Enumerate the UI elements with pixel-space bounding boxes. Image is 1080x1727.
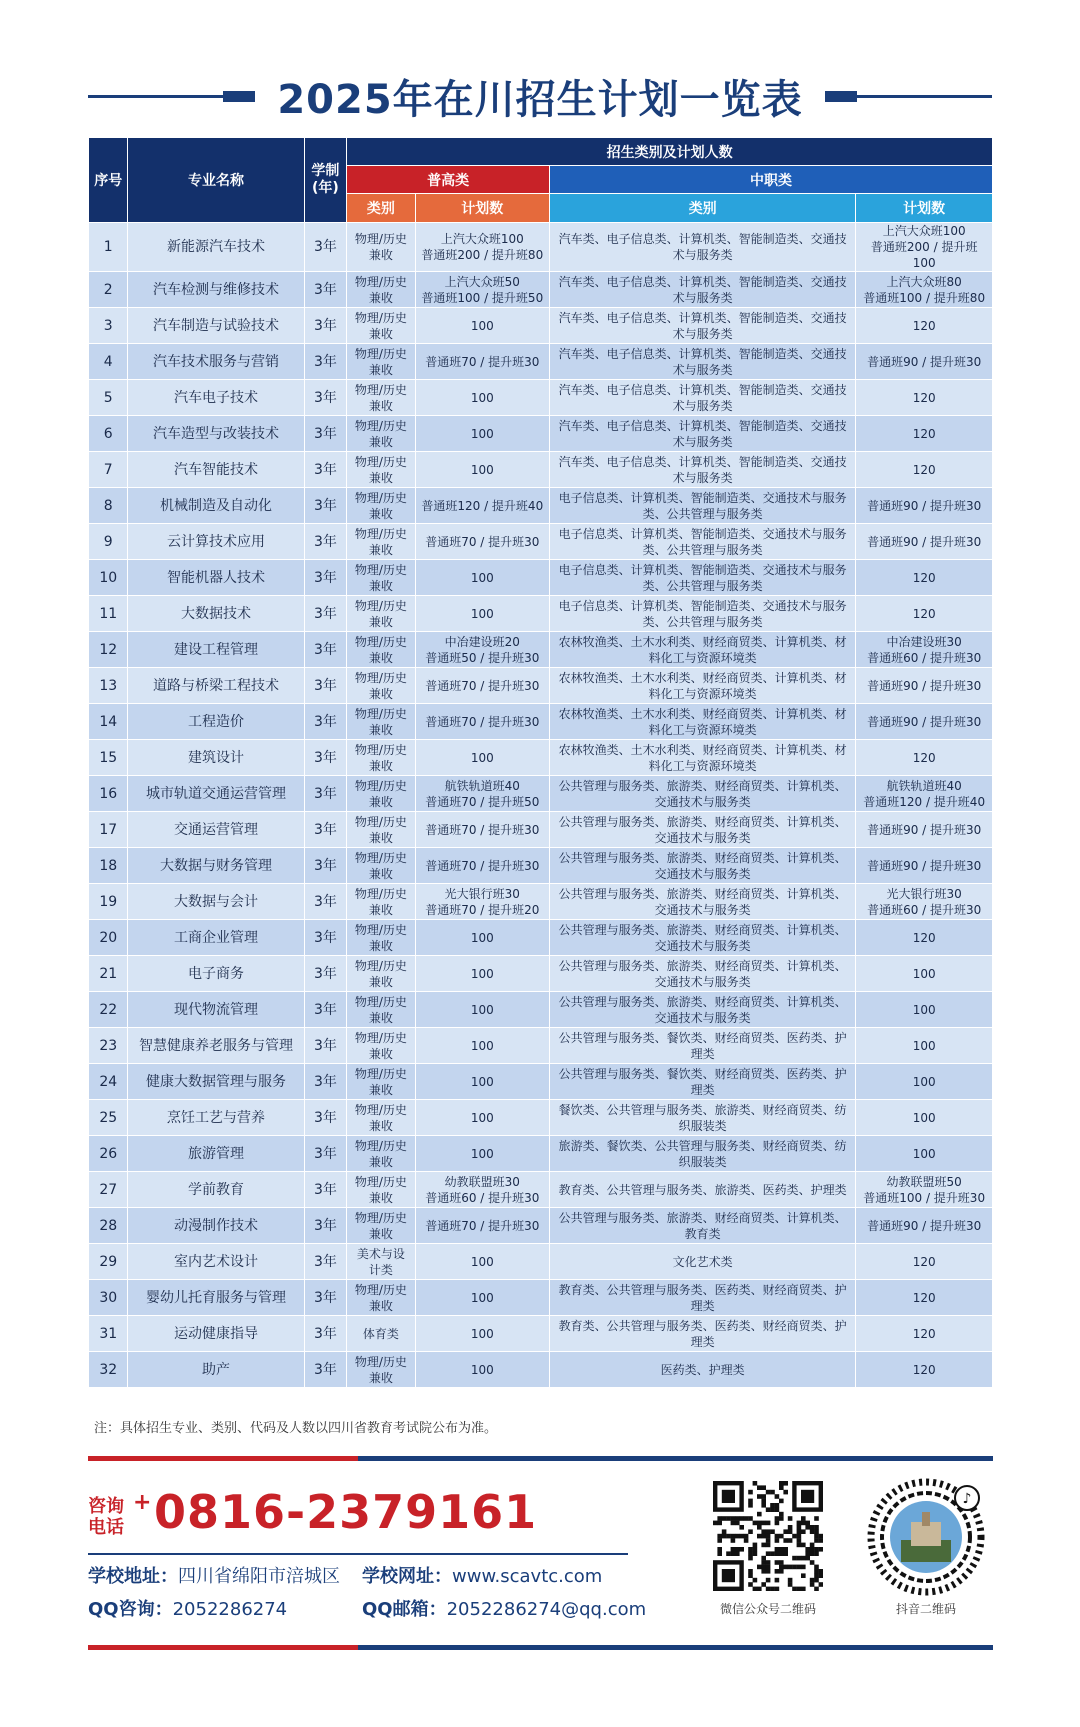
cell-duration: 3年 bbox=[304, 223, 347, 272]
cell-general-count: 100 bbox=[415, 1100, 549, 1136]
email-label: QQ邮箱： bbox=[362, 1599, 447, 1620]
cell-major-name: 交通运营管理 bbox=[128, 812, 304, 848]
cell-vocational-count: 100 bbox=[856, 992, 993, 1028]
cell-major-name: 云计算技术应用 bbox=[128, 524, 304, 560]
cell-general-count: 100 bbox=[415, 992, 549, 1028]
cell-duration: 3年 bbox=[304, 596, 347, 632]
cell-general-count: 100 bbox=[415, 920, 549, 956]
cell-general-category: 物理/历史 兼收 bbox=[347, 776, 415, 812]
cell-duration: 3年 bbox=[304, 632, 347, 668]
website-link[interactable]: www.scavtc.com bbox=[452, 1566, 603, 1587]
cell-general-category: 物理/历史 兼收 bbox=[347, 704, 415, 740]
cell-no: 13 bbox=[89, 668, 128, 704]
cell-no: 25 bbox=[89, 1100, 128, 1136]
cell-general-category: 物理/历史 兼收 bbox=[347, 632, 415, 668]
cell-general-category: 物理/历史 兼收 bbox=[347, 1208, 415, 1244]
table-row bbox=[89, 1100, 993, 1136]
cell-no: 19 bbox=[89, 884, 128, 920]
cell-general-category: 物理/历史 兼收 bbox=[347, 596, 415, 632]
cell-vocational-count: 普通班90 / 提升班30 bbox=[856, 344, 993, 380]
table-row bbox=[89, 488, 993, 524]
cell-no: 15 bbox=[89, 740, 128, 776]
cell-no: 11 bbox=[89, 596, 128, 632]
address-value: 四川省绵阳市涪城区 bbox=[178, 1566, 340, 1587]
cell-major-name: 道路与桥梁工程技术 bbox=[128, 668, 304, 704]
cell-duration: 3年 bbox=[304, 1280, 347, 1316]
table-row bbox=[89, 1280, 993, 1316]
header-general: 普高类 bbox=[347, 166, 550, 194]
cell-major-name: 新能源汽车技术 bbox=[128, 223, 304, 272]
cell-vocational-category: 教育类、公共管理与服务类、医药类、财经商贸类、护理类 bbox=[550, 1280, 856, 1316]
header-general-count: 计划数 bbox=[415, 194, 549, 223]
cell-general-category: 物理/历史 兼收 bbox=[347, 452, 415, 488]
cell-general-count: 普通班70 / 提升班30 bbox=[415, 668, 549, 704]
cell-major-name: 建设工程管理 bbox=[128, 632, 304, 668]
header-category-group: 招生类别及计划人数 bbox=[347, 138, 993, 166]
table-row bbox=[89, 223, 993, 272]
douyin-qr-caption: 抖音二维码 bbox=[895, 1602, 956, 1616]
cell-no: 9 bbox=[89, 524, 128, 560]
cell-major-name: 电子商务 bbox=[128, 956, 304, 992]
cell-major-name: 健康大数据管理与服务 bbox=[128, 1064, 304, 1100]
cell-major-name: 动漫制作技术 bbox=[128, 1208, 304, 1244]
douyin-code-icon bbox=[867, 1478, 985, 1596]
qr-code-icon bbox=[713, 1481, 823, 1591]
cell-vocational-count: 上汽大众班100 普通班200 / 提升班100 bbox=[856, 223, 993, 272]
cell-vocational-count: 120 bbox=[856, 1280, 993, 1316]
cell-general-category: 体育类 bbox=[347, 1316, 415, 1352]
cell-major-name: 大数据与财务管理 bbox=[128, 848, 304, 884]
cell-major-name: 旅游管理 bbox=[128, 1136, 304, 1172]
cell-general-count: 中冶建设班20 普通班50 / 提升班30 bbox=[415, 632, 549, 668]
cell-duration: 3年 bbox=[304, 740, 347, 776]
cell-vocational-count: 普通班90 / 提升班30 bbox=[856, 524, 993, 560]
cell-general-count: 光大银行班30 普通班70 / 提升班20 bbox=[415, 884, 549, 920]
email-info bbox=[362, 1595, 646, 1621]
cell-no: 31 bbox=[89, 1316, 128, 1352]
cell-vocational-count: 100 bbox=[856, 1136, 993, 1172]
cell-vocational-category: 电子信息类、计算机类、智能制造类、交通技术与服务类、公共管理与服务类 bbox=[550, 488, 856, 524]
wechat-qr-code bbox=[713, 1481, 823, 1591]
cell-major-name: 汽车电子技术 bbox=[128, 380, 304, 416]
cell-general-category: 美术与设计类 bbox=[347, 1244, 415, 1280]
cell-no: 29 bbox=[89, 1244, 128, 1280]
cell-vocational-count: 120 bbox=[856, 920, 993, 956]
cell-general-category: 物理/历史 兼收 bbox=[347, 848, 415, 884]
cell-major-name: 现代物流管理 bbox=[128, 992, 304, 1028]
table-row bbox=[89, 1172, 993, 1208]
cell-duration: 3年 bbox=[304, 308, 347, 344]
table-row bbox=[89, 1352, 993, 1388]
cell-general-count: 100 bbox=[415, 416, 549, 452]
cell-vocational-count: 航铁轨道班40 普通班120 / 提升班40 bbox=[856, 776, 993, 812]
cell-vocational-count: 100 bbox=[856, 1064, 993, 1100]
cell-general-category: 物理/历史 兼收 bbox=[347, 1028, 415, 1064]
cell-general-count: 航铁轨道班40 普通班70 / 提升班50 bbox=[415, 776, 549, 812]
qq-info bbox=[88, 1595, 287, 1621]
cell-major-name: 运动健康指导 bbox=[128, 1316, 304, 1352]
cell-general-count: 上汽大众班100 普通班200 / 提升班80 bbox=[415, 223, 549, 272]
cell-no: 30 bbox=[89, 1280, 128, 1316]
cell-general-count: 普通班70 / 提升班30 bbox=[415, 848, 549, 884]
cell-vocational-category: 教育类、公共管理与服务类、医药类、财经商贸类、护理类 bbox=[550, 1316, 856, 1352]
cell-vocational-category: 公共管理与服务类、旅游类、财经商贸类、计算机类、交通技术与服务类 bbox=[550, 812, 856, 848]
cell-duration: 3年 bbox=[304, 920, 347, 956]
cell-vocational-category: 公共管理与服务类、旅游类、财经商贸类、计算机类、交通技术与服务类 bbox=[550, 920, 856, 956]
plus-icon: + bbox=[133, 1490, 152, 1515]
table-row bbox=[89, 560, 993, 596]
cell-general-count: 普通班70 / 提升班30 bbox=[415, 704, 549, 740]
cell-general-category: 物理/历史 兼收 bbox=[347, 1064, 415, 1100]
cell-major-name: 城市轨道交通运营管理 bbox=[128, 776, 304, 812]
cell-vocational-category: 电子信息类、计算机类、智能制造类、交通技术与服务类、公共管理与服务类 bbox=[550, 596, 856, 632]
table-row bbox=[89, 1316, 993, 1352]
enrollment-plan-table bbox=[88, 137, 993, 1388]
svg-text:♪: ♪ bbox=[962, 1491, 972, 1507]
cell-duration: 3年 bbox=[304, 848, 347, 884]
cell-major-name: 汽车检测与维修技术 bbox=[128, 272, 304, 308]
cell-vocational-category: 汽车类、电子信息类、计算机类、智能制造类、交通技术与服务类 bbox=[550, 416, 856, 452]
cell-general-category: 物理/历史 兼收 bbox=[347, 524, 415, 560]
cell-vocational-count: 上汽大众班80 普通班100 / 提升班80 bbox=[856, 272, 993, 308]
cell-general-category: 物理/历史 兼收 bbox=[347, 1280, 415, 1316]
cell-general-category: 物理/历史 兼收 bbox=[347, 344, 415, 380]
cell-duration: 3年 bbox=[304, 344, 347, 380]
table-row bbox=[89, 812, 993, 848]
qq-label: QQ咨询： bbox=[88, 1599, 173, 1620]
cell-major-name: 室内艺术设计 bbox=[128, 1244, 304, 1280]
cell-vocational-category: 公共管理与服务类、旅游类、财经商贸类、计算机类、交通技术与服务类 bbox=[550, 848, 856, 884]
cell-vocational-category: 医药类、护理类 bbox=[550, 1352, 856, 1388]
header-vocational-category: 类别 bbox=[550, 194, 856, 223]
header-general-category: 类别 bbox=[347, 194, 415, 223]
cell-no: 4 bbox=[89, 344, 128, 380]
cell-vocational-count: 100 bbox=[856, 1028, 993, 1064]
cell-general-category: 物理/历史 兼收 bbox=[347, 223, 415, 272]
table-row bbox=[89, 776, 993, 812]
cell-vocational-category: 旅游类、餐饮类、公共管理与服务类、财经商贸类、纺织服装类 bbox=[550, 1136, 856, 1172]
cell-no: 28 bbox=[89, 1208, 128, 1244]
email-link[interactable]: 2052286274@qq.com bbox=[446, 1599, 647, 1620]
cell-general-count: 100 bbox=[415, 1244, 549, 1280]
cell-major-name: 建筑设计 bbox=[128, 740, 304, 776]
cell-major-name: 汽车技术服务与营销 bbox=[128, 344, 304, 380]
cell-general-category: 物理/历史 兼收 bbox=[347, 1352, 415, 1388]
cell-vocational-category: 教育类、公共管理与服务类、旅游类、医药类、护理类 bbox=[550, 1172, 856, 1208]
table-row bbox=[89, 452, 993, 488]
cell-major-name: 工商企业管理 bbox=[128, 920, 304, 956]
cell-no: 1 bbox=[89, 223, 128, 272]
cell-general-count: 100 bbox=[415, 452, 549, 488]
cell-no: 21 bbox=[89, 956, 128, 992]
cell-general-count: 普通班120 / 提升班40 bbox=[415, 488, 549, 524]
cell-general-category: 物理/历史 兼收 bbox=[347, 668, 415, 704]
cell-duration: 3年 bbox=[304, 380, 347, 416]
table-row bbox=[89, 344, 993, 380]
cell-duration: 3年 bbox=[304, 560, 347, 596]
cell-vocational-category: 汽车类、电子信息类、计算机类、智能制造类、交通技术与服务类 bbox=[550, 223, 856, 272]
cell-general-category: 物理/历史 兼收 bbox=[347, 416, 415, 452]
cell-vocational-category: 农林牧渔类、土木水利类、财经商贸类、计算机类、材料化工与资源环境类 bbox=[550, 668, 856, 704]
cell-vocational-count: 普通班90 / 提升班30 bbox=[856, 1208, 993, 1244]
cell-vocational-count: 120 bbox=[856, 1316, 993, 1352]
table-row bbox=[89, 1208, 993, 1244]
cell-vocational-count: 普通班90 / 提升班30 bbox=[856, 488, 993, 524]
cell-vocational-category: 电子信息类、计算机类、智能制造类、交通技术与服务类、公共管理与服务类 bbox=[550, 524, 856, 560]
cell-no: 8 bbox=[89, 488, 128, 524]
cell-vocational-category: 公共管理与服务类、旅游类、财经商贸类、计算机类、交通技术与服务类 bbox=[550, 956, 856, 992]
address-label: 学校地址： bbox=[88, 1566, 178, 1587]
cell-duration: 3年 bbox=[304, 884, 347, 920]
address-info bbox=[88, 1562, 340, 1588]
table-row bbox=[89, 884, 993, 920]
cell-duration: 3年 bbox=[304, 1352, 347, 1388]
cell-major-name: 汽车造型与改装技术 bbox=[128, 416, 304, 452]
title-bar bbox=[88, 68, 992, 124]
cell-duration: 3年 bbox=[304, 812, 347, 848]
title-divider-left bbox=[88, 95, 255, 98]
cell-no: 20 bbox=[89, 920, 128, 956]
header-duration: 学制 (年) bbox=[304, 138, 347, 223]
cell-duration: 3年 bbox=[304, 1028, 347, 1064]
cell-major-name: 智慧健康养老服务与管理 bbox=[128, 1028, 304, 1064]
cell-duration: 3年 bbox=[304, 452, 347, 488]
cell-vocational-category: 餐饮类、公共管理与服务类、旅游类、财经商贸类、纺织服装类 bbox=[550, 1100, 856, 1136]
divider-bar-top bbox=[88, 1456, 993, 1461]
table-row bbox=[89, 272, 993, 308]
cell-general-count: 100 bbox=[415, 1280, 549, 1316]
cell-general-category: 物理/历史 兼收 bbox=[347, 560, 415, 596]
table-row bbox=[89, 596, 993, 632]
cell-general-count: 幼教联盟班30 普通班60 / 提升班30 bbox=[415, 1172, 549, 1208]
qq-value: 2052286274 bbox=[172, 1599, 288, 1620]
cell-vocational-category: 公共管理与服务类、旅游类、财经商贸类、计算机类、交通技术与服务类 bbox=[550, 884, 856, 920]
cell-general-count: 100 bbox=[415, 308, 549, 344]
cell-duration: 3年 bbox=[304, 1172, 347, 1208]
douyin-qr-code bbox=[867, 1478, 985, 1596]
cell-major-name: 汽车智能技术 bbox=[128, 452, 304, 488]
cell-vocational-count: 100 bbox=[856, 1100, 993, 1136]
cell-general-count: 100 bbox=[415, 1316, 549, 1352]
cell-vocational-category: 电子信息类、计算机类、智能制造类、交通技术与服务类、公共管理与服务类 bbox=[550, 560, 856, 596]
table-row bbox=[89, 992, 993, 1028]
header-major-name: 专业名称 bbox=[128, 138, 304, 223]
cell-vocational-count: 120 bbox=[856, 740, 993, 776]
cell-duration: 3年 bbox=[304, 1316, 347, 1352]
cell-vocational-category: 公共管理与服务类、旅游类、财经商贸类、计算机类、交通技术与服务类 bbox=[550, 992, 856, 1028]
cell-vocational-category: 农林牧渔类、土木水利类、财经商贸类、计算机类、材料化工与资源环境类 bbox=[550, 740, 856, 776]
table-row bbox=[89, 1244, 993, 1280]
cell-duration: 3年 bbox=[304, 1208, 347, 1244]
cell-major-name: 婴幼儿托育服务与管理 bbox=[128, 1280, 304, 1316]
cell-no: 16 bbox=[89, 776, 128, 812]
header-no: 序号 bbox=[89, 138, 128, 223]
cell-duration: 3年 bbox=[304, 524, 347, 560]
cell-vocational-category: 公共管理与服务类、旅游类、财经商贸类、计算机类、教育类 bbox=[550, 1208, 856, 1244]
table-row bbox=[89, 740, 993, 776]
cell-general-count: 普通班70 / 提升班30 bbox=[415, 812, 549, 848]
table-body bbox=[89, 223, 993, 1388]
header-vocational-count: 计划数 bbox=[856, 194, 993, 223]
cell-general-category: 物理/历史 兼收 bbox=[347, 1100, 415, 1136]
cell-general-count: 100 bbox=[415, 740, 549, 776]
cell-general-category: 物理/历史 兼收 bbox=[347, 1136, 415, 1172]
cell-general-category: 物理/历史 兼收 bbox=[347, 812, 415, 848]
cell-major-name: 汽车制造与试验技术 bbox=[128, 308, 304, 344]
table-row bbox=[89, 1136, 993, 1172]
cell-duration: 3年 bbox=[304, 1136, 347, 1172]
footnote: 注：具体招生专业、类别、代码及人数以四川省教育考试院公布为准。 bbox=[94, 1421, 498, 1436]
table-row bbox=[89, 308, 993, 344]
table-row bbox=[89, 848, 993, 884]
page-title: 2025年在川招生计划一览表 bbox=[277, 76, 803, 123]
cell-duration: 3年 bbox=[304, 416, 347, 452]
cell-general-category: 物理/历史 兼收 bbox=[347, 488, 415, 524]
cell-vocational-category: 公共管理与服务类、餐饮类、财经商贸类、医药类、护理类 bbox=[550, 1028, 856, 1064]
title-divider-right bbox=[825, 95, 992, 98]
cell-general-category: 物理/历史 兼收 bbox=[347, 992, 415, 1028]
cell-vocational-count: 100 bbox=[856, 956, 993, 992]
cell-vocational-category: 公共管理与服务类、餐饮类、财经商贸类、医药类、护理类 bbox=[550, 1064, 856, 1100]
cell-general-count: 普通班70 / 提升班30 bbox=[415, 1208, 549, 1244]
cell-vocational-count: 120 bbox=[856, 1244, 993, 1280]
cell-vocational-category: 汽车类、电子信息类、计算机类、智能制造类、交通技术与服务类 bbox=[550, 380, 856, 416]
cell-no: 3 bbox=[89, 308, 128, 344]
cell-major-name: 助产 bbox=[128, 1352, 304, 1388]
website-label: 学校网址： bbox=[362, 1566, 452, 1587]
cell-no: 26 bbox=[89, 1136, 128, 1172]
cell-major-name: 智能机器人技术 bbox=[128, 560, 304, 596]
cell-duration: 3年 bbox=[304, 992, 347, 1028]
table-row bbox=[89, 416, 993, 452]
cell-major-name: 学前教育 bbox=[128, 1172, 304, 1208]
cell-vocational-count: 120 bbox=[856, 560, 993, 596]
cell-vocational-category: 汽车类、电子信息类、计算机类、智能制造类、交通技术与服务类 bbox=[550, 452, 856, 488]
cell-major-name: 大数据与会计 bbox=[128, 884, 304, 920]
cell-vocational-count: 120 bbox=[856, 596, 993, 632]
cell-duration: 3年 bbox=[304, 272, 347, 308]
cell-general-count: 普通班70 / 提升班30 bbox=[415, 524, 549, 560]
cell-vocational-count: 120 bbox=[856, 452, 993, 488]
cell-general-category: 物理/历史 兼收 bbox=[347, 308, 415, 344]
cell-vocational-count: 普通班90 / 提升班30 bbox=[856, 668, 993, 704]
cell-general-category: 物理/历史 兼收 bbox=[347, 272, 415, 308]
cell-duration: 3年 bbox=[304, 956, 347, 992]
cell-general-category: 物理/历史 兼收 bbox=[347, 920, 415, 956]
cell-general-count: 上汽大众班50 普通班100 / 提升班50 bbox=[415, 272, 549, 308]
cell-no: 2 bbox=[89, 272, 128, 308]
cell-vocational-count: 光大银行班30 普通班60 / 提升班30 bbox=[856, 884, 993, 920]
table-row bbox=[89, 632, 993, 668]
cell-general-count: 100 bbox=[415, 560, 549, 596]
cell-vocational-count: 幼教联盟班50 普通班100 / 提升班30 bbox=[856, 1172, 993, 1208]
table-row bbox=[89, 1064, 993, 1100]
cell-vocational-category: 汽车类、电子信息类、计算机类、智能制造类、交通技术与服务类 bbox=[550, 344, 856, 380]
cell-general-count: 100 bbox=[415, 1352, 549, 1388]
cell-no: 7 bbox=[89, 452, 128, 488]
table-row bbox=[89, 1028, 993, 1064]
cell-vocational-category: 公共管理与服务类、旅游类、财经商贸类、计算机类、交通技术与服务类 bbox=[550, 776, 856, 812]
cell-vocational-count: 120 bbox=[856, 380, 993, 416]
contact-separator bbox=[88, 1553, 628, 1555]
cell-duration: 3年 bbox=[304, 776, 347, 812]
header-vocational: 中职类 bbox=[550, 166, 993, 194]
cell-duration: 3年 bbox=[304, 488, 347, 524]
cell-major-name: 工程造价 bbox=[128, 704, 304, 740]
cell-no: 22 bbox=[89, 992, 128, 1028]
cell-major-name: 大数据技术 bbox=[128, 596, 304, 632]
cell-vocational-category: 文化艺术类 bbox=[550, 1244, 856, 1280]
cell-no: 12 bbox=[89, 632, 128, 668]
table-row bbox=[89, 524, 993, 560]
cell-no: 23 bbox=[89, 1028, 128, 1064]
cell-vocational-category: 农林牧渔类、土木水利类、财经商贸类、计算机类、材料化工与资源环境类 bbox=[550, 632, 856, 668]
cell-vocational-count: 120 bbox=[856, 308, 993, 344]
table-row bbox=[89, 956, 993, 992]
cell-no: 14 bbox=[89, 704, 128, 740]
cell-vocational-count: 120 bbox=[856, 416, 993, 452]
cell-vocational-count: 普通班90 / 提升班30 bbox=[856, 848, 993, 884]
cell-no: 5 bbox=[89, 380, 128, 416]
cell-duration: 3年 bbox=[304, 1064, 347, 1100]
wechat-qr-caption: 微信公众号二维码 bbox=[719, 1602, 816, 1616]
cell-no: 32 bbox=[89, 1352, 128, 1388]
cell-general-count: 100 bbox=[415, 1136, 549, 1172]
cell-no: 24 bbox=[89, 1064, 128, 1100]
cell-vocational-category: 汽车类、电子信息类、计算机类、智能制造类、交通技术与服务类 bbox=[550, 272, 856, 308]
cell-no: 6 bbox=[89, 416, 128, 452]
phone-number[interactable]: 0816-2379161 bbox=[154, 1485, 538, 1539]
cell-major-name: 机械制造及自动化 bbox=[128, 488, 304, 524]
cell-no: 27 bbox=[89, 1172, 128, 1208]
table-row bbox=[89, 668, 993, 704]
cell-vocational-count: 120 bbox=[856, 1352, 993, 1388]
table-row bbox=[89, 704, 993, 740]
cell-general-category: 物理/历史 兼收 bbox=[347, 956, 415, 992]
table-row bbox=[89, 920, 993, 956]
phone-label: 咨询电话 bbox=[88, 1496, 124, 1538]
website-info bbox=[362, 1562, 602, 1588]
cell-vocational-count: 中冶建设班30 普通班60 / 提升班30 bbox=[856, 632, 993, 668]
cell-general-count: 100 bbox=[415, 1028, 549, 1064]
cell-general-category: 物理/历史 兼收 bbox=[347, 740, 415, 776]
cell-general-count: 100 bbox=[415, 1064, 549, 1100]
cell-vocational-count: 普通班90 / 提升班30 bbox=[856, 704, 993, 740]
cell-duration: 3年 bbox=[304, 1100, 347, 1136]
cell-general-count: 100 bbox=[415, 956, 549, 992]
cell-general-count: 100 bbox=[415, 380, 549, 416]
cell-general-count: 100 bbox=[415, 596, 549, 632]
cell-vocational-category: 汽车类、电子信息类、计算机类、智能制造类、交通技术与服务类 bbox=[550, 308, 856, 344]
divider-bar-bottom bbox=[88, 1645, 993, 1650]
cell-vocational-count: 普通班90 / 提升班30 bbox=[856, 812, 993, 848]
cell-general-category: 物理/历史 兼收 bbox=[347, 884, 415, 920]
cell-duration: 3年 bbox=[304, 668, 347, 704]
cell-major-name: 烹饪工艺与营养 bbox=[128, 1100, 304, 1136]
cell-vocational-category: 农林牧渔类、土木水利类、财经商贸类、计算机类、材料化工与资源环境类 bbox=[550, 704, 856, 740]
cell-no: 10 bbox=[89, 560, 128, 596]
cell-general-count: 普通班70 / 提升班30 bbox=[415, 344, 549, 380]
cell-no: 18 bbox=[89, 848, 128, 884]
cell-general-category: 物理/历史 兼收 bbox=[347, 1172, 415, 1208]
cell-general-category: 物理/历史 兼收 bbox=[347, 380, 415, 416]
cell-duration: 3年 bbox=[304, 1244, 347, 1280]
cell-no: 17 bbox=[89, 812, 128, 848]
table-row bbox=[89, 380, 993, 416]
cell-duration: 3年 bbox=[304, 704, 347, 740]
